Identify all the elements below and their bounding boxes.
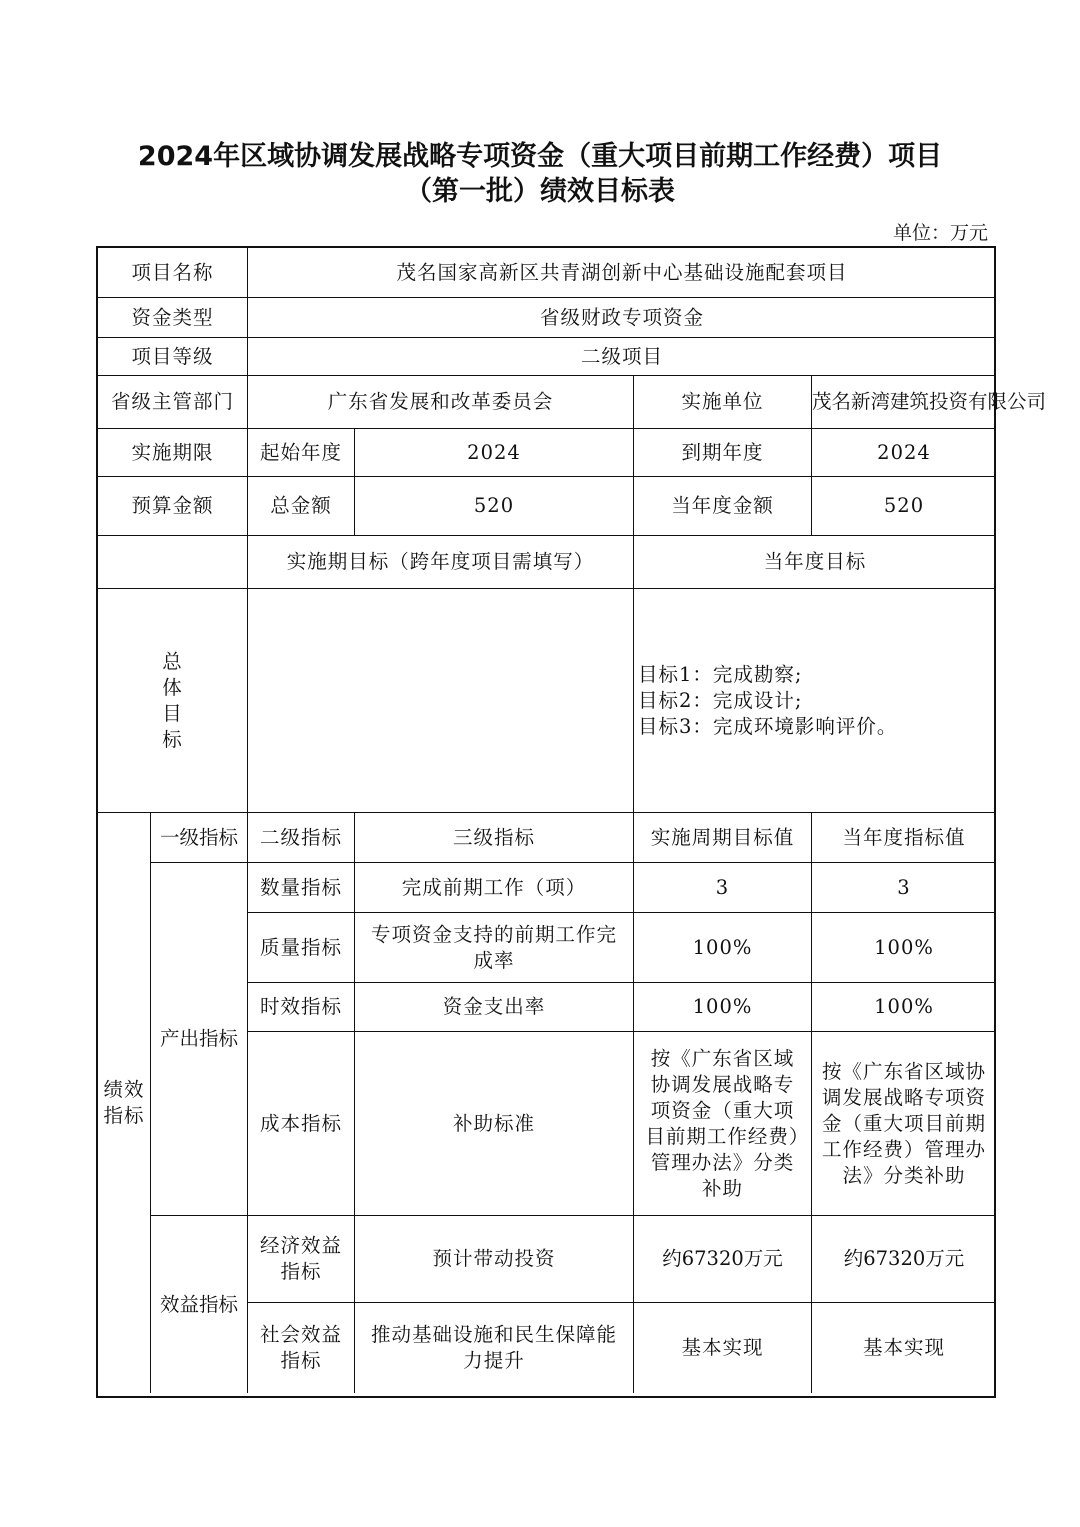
table-row-annual: 约67320万元	[812, 1216, 996, 1303]
period-goal-header: 实施期目标（跨年度项目需填写）	[248, 536, 634, 589]
table-row-annual: 按《广东省区域协调发展战略专项资金（重大项目前期工作经费）管理办法》分类补助	[812, 1032, 996, 1216]
table-row-annual: 基本实现	[862, 1336, 945, 1359]
period-goal-content	[248, 589, 634, 813]
end-year-label: 到期年度	[634, 429, 812, 477]
total-amount-value: 520	[355, 477, 634, 536]
annual-goal-header: 当年度目标	[634, 536, 996, 589]
start-year-value: 2024	[355, 429, 634, 477]
fund-type-label: 资金类型	[98, 298, 248, 338]
table-row-l3: 资金支出率	[355, 983, 634, 1032]
budget-label: 预算金额	[98, 477, 248, 536]
header-annual-target: 当年度指标值	[812, 813, 996, 863]
table-row-l2: 时效指标	[248, 983, 355, 1032]
table-row-l2: 成本指标	[248, 1032, 355, 1216]
table-row-period: 100%	[634, 913, 812, 983]
impl-unit-label: 实施单位	[634, 376, 812, 429]
table-title-line2: （第一批）绩效目标表	[405, 176, 675, 207]
output-indicator-label: 产出指标	[151, 863, 248, 1216]
table-row-l2: 数量指标	[248, 863, 355, 913]
project-name-label: 项目名称	[98, 248, 248, 298]
impl-unit-value: 茂名新湾建筑投资有限公司	[812, 376, 996, 429]
dept-label: 省级主管部门	[98, 376, 248, 429]
unit-label: 单位：万元	[892, 222, 988, 244]
header-level1: 一级指标	[151, 813, 248, 863]
table-row-annual: 3	[812, 863, 996, 913]
table-row-l2: 质量指标	[248, 913, 355, 983]
annual-goal-3: 目标3：完成环境影响评价。	[638, 714, 898, 738]
performance-target-table	[96, 246, 1047, 1398]
annual-goal-2: 目标2：完成设计;	[638, 688, 803, 712]
start-year-label: 起始年度	[248, 429, 355, 477]
header-period-target: 实施周期目标值	[634, 813, 812, 863]
total-amount-label: 总金额	[248, 477, 355, 536]
overall-goal-label: 总 体 目 标	[98, 589, 248, 813]
table-row-period: 3	[634, 863, 812, 913]
table-title-line1: 2024年区域协调发展战略专项资金（重大项目前期工作经费）项目	[137, 141, 943, 172]
table-row-period: 约67320万元	[634, 1216, 812, 1303]
table-row-annual: 100%	[812, 913, 996, 983]
project-level-value: 二级项目	[248, 338, 996, 376]
table-row-l3: 预计带动投资	[355, 1216, 634, 1303]
table-row-l3: 补助标准	[355, 1032, 634, 1216]
table-row-annual: 100%	[812, 983, 996, 1032]
header-level3: 三级指标	[355, 813, 634, 863]
fund-type-value: 省级财政专项资金	[248, 298, 996, 338]
dept-value: 广东省发展和改革委员会	[248, 376, 634, 429]
table-row-l3: 完成前期工作（项）	[355, 863, 634, 913]
annual-amount-value: 520	[812, 477, 996, 536]
goal-header-blank	[98, 536, 248, 589]
indicators-section-label: 绩效 指标	[98, 813, 151, 1393]
period-label: 实施期限	[98, 429, 248, 477]
annual-goal-1: 目标1：完成勘察;	[638, 662, 803, 686]
table-row-period: 基本实现	[634, 1303, 812, 1393]
benefit-indicator-label: 效益指标	[151, 1216, 248, 1393]
table-row-l2: 社会效益指标	[248, 1303, 355, 1393]
annual-amount-label: 当年度金额	[634, 477, 812, 536]
table-row-period: 按《广东省区域协调发展战略专项资金（重大项目前期工作经费）管理办法》分类补助	[634, 1032, 812, 1216]
project-name-value: 茂名国家高新区共青湖创新中心基础设施配套项目	[248, 248, 996, 298]
header-level2: 二级指标	[248, 813, 355, 863]
table-row-period: 100%	[634, 983, 812, 1032]
table-row-l3: 推动基础设施和民生保障能力提升	[355, 1303, 634, 1393]
table-row-l2: 经济效益指标	[248, 1216, 355, 1303]
end-year-value: 2024	[812, 429, 996, 477]
table-row-l3: 专项资金支持的前期工作完成率	[355, 913, 634, 983]
project-level-label: 项目等级	[98, 338, 248, 376]
annual-goal-content	[634, 589, 996, 813]
